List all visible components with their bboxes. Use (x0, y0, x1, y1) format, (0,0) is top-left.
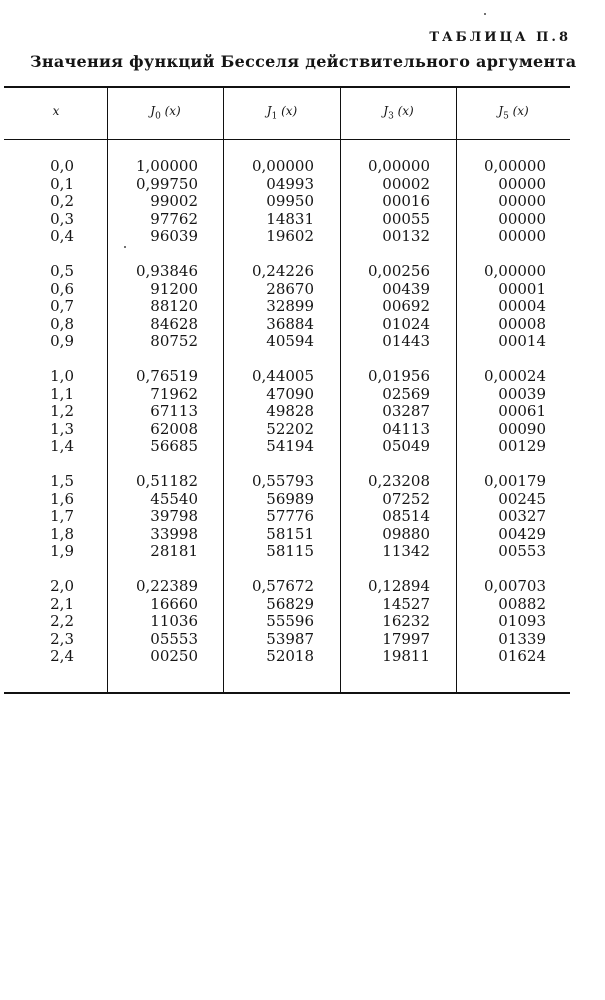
cell-j1: 32899 (266, 297, 314, 316)
table-row (0, 298, 605, 316)
cell-j5: 00039 (498, 384, 546, 403)
cell-j1: 0,44005 (251, 367, 314, 385)
cell-j3: 14527 (382, 594, 430, 613)
cell-j1: 04993 (266, 174, 314, 193)
cell-j1: 57776 (266, 507, 314, 526)
cell-j1: 0,24226 (251, 262, 314, 280)
cell-j3: 00692 (382, 297, 430, 316)
header-j5-argument: (x) (508, 104, 529, 118)
cell-x: 2,4 (50, 647, 74, 666)
table-block (0, 578, 605, 666)
table-block (0, 368, 605, 456)
cell-j0: 00250 (150, 647, 198, 666)
cell-j3: 00132 (382, 227, 430, 246)
cell-j0: 91200 (150, 279, 198, 298)
cell-j3: 11342 (382, 542, 430, 561)
cell-x: 1,0 (50, 367, 74, 385)
table-row (0, 228, 605, 246)
table-row (0, 386, 605, 404)
table-row (0, 491, 605, 509)
cell-x: 0,5 (50, 262, 74, 280)
cell-j3: 03287 (382, 402, 430, 421)
cell-j5: 0,00024 (483, 367, 546, 385)
cell-j1: 49828 (266, 402, 314, 421)
header-j1-symbol: J (266, 104, 272, 118)
print-speck (124, 246, 126, 248)
header-j1 (224, 104, 340, 121)
table-row (0, 158, 605, 176)
print-speck (484, 13, 486, 15)
cell-j5: 0,00000 (483, 262, 546, 280)
cell-j3: 00016 (382, 192, 430, 211)
cell-j3: 0,12894 (367, 577, 430, 595)
table-row (0, 368, 605, 386)
cell-x: 0,9 (50, 332, 74, 351)
header-j0-argument: (x) (160, 104, 181, 118)
cell-j5: 0,00179 (483, 472, 546, 490)
cell-j5: 00000 (498, 227, 546, 246)
cell-j1: 52018 (266, 647, 314, 666)
cell-j5: 00429 (498, 524, 546, 543)
cell-j3: 0,01956 (367, 367, 430, 385)
table-row (0, 316, 605, 334)
cell-j5: 00245 (498, 489, 546, 508)
cell-j1: 55596 (266, 612, 314, 631)
cell-x: 1,6 (50, 489, 74, 508)
cell-j1: 14831 (266, 209, 314, 228)
cell-j3: 0,00256 (367, 262, 430, 280)
cell-j3: 04113 (382, 419, 430, 438)
cell-j3: 05049 (382, 437, 430, 456)
cell-j3: 19811 (382, 647, 430, 666)
table-row (0, 193, 605, 211)
cell-j5: 00090 (498, 419, 546, 438)
table-row (0, 176, 605, 194)
cell-x: 0,2 (50, 192, 74, 211)
cell-x: 0,0 (50, 157, 74, 175)
table-header-rule (4, 139, 570, 140)
cell-x: 0,6 (50, 279, 74, 298)
header-j3-order: 3 (388, 111, 394, 122)
cell-x: 2,0 (50, 577, 74, 595)
cell-j5: 0,00703 (483, 577, 546, 595)
table-bottom-rule (4, 692, 570, 694)
header-j5-order: 5 (503, 111, 509, 122)
cell-j5: 00000 (498, 192, 546, 211)
cell-j5: 00000 (498, 209, 546, 228)
table-row (0, 648, 605, 666)
cell-j3: 00439 (382, 279, 430, 298)
cell-j3: 16232 (382, 612, 430, 631)
table-block (0, 158, 605, 246)
cell-j5: 00129 (498, 437, 546, 456)
cell-j0: 16660 (150, 594, 198, 613)
cell-j0: 28181 (150, 542, 198, 561)
cell-j1: 09950 (266, 192, 314, 211)
cell-j5: 00008 (498, 314, 546, 333)
cell-x: 1,7 (50, 507, 74, 526)
header-j0 (108, 104, 223, 121)
cell-j5: 00004 (498, 297, 546, 316)
cell-j5: 01093 (498, 612, 546, 631)
cell-x: 0,7 (50, 297, 74, 316)
table-row (0, 526, 605, 544)
table-row (0, 508, 605, 526)
cell-j0: 84628 (150, 314, 198, 333)
table-row (0, 421, 605, 439)
table-row (0, 403, 605, 421)
cell-j5: 01339 (498, 629, 546, 648)
cell-j0: 33998 (150, 524, 198, 543)
cell-j0: 71962 (150, 384, 198, 403)
cell-j0: 0,22389 (135, 577, 198, 595)
header-j1-order: 1 (271, 111, 278, 122)
table-row (0, 263, 605, 281)
cell-j3: 07252 (382, 489, 430, 508)
cell-j5: 00061 (498, 402, 546, 421)
cell-x: 1,3 (50, 419, 74, 438)
cell-j0: 0,93846 (135, 262, 198, 280)
header-j3-argument: (x) (393, 104, 414, 118)
cell-j5: 00000 (498, 174, 546, 193)
cell-j1: 56989 (266, 489, 314, 508)
cell-j0: 39798 (150, 507, 198, 526)
cell-j0: 1,00000 (135, 157, 198, 175)
table-row (0, 631, 605, 649)
cell-j5: 00327 (498, 507, 546, 526)
cell-j0: 88120 (150, 297, 198, 316)
cell-j3: 02569 (382, 384, 430, 403)
cell-j0: 0,99750 (135, 174, 198, 193)
cell-j1: 56829 (266, 594, 314, 613)
cell-j1: 19602 (266, 227, 314, 246)
cell-x: 2,2 (50, 612, 74, 631)
cell-x: 1,9 (50, 542, 74, 561)
cell-j0: 97762 (150, 209, 198, 228)
cell-j5: 0,00000 (483, 157, 546, 175)
cell-j1: 36884 (266, 314, 314, 333)
cell-j1: 58115 (266, 542, 314, 561)
table-row (0, 543, 605, 561)
cell-j3: 0,23208 (367, 472, 430, 490)
cell-j0: 05553 (150, 629, 198, 648)
table-row (0, 578, 605, 596)
cell-j3: 09880 (382, 524, 430, 543)
table-row (0, 596, 605, 614)
header-j5 (457, 104, 570, 121)
header-j0-symbol: J (150, 104, 156, 118)
cell-j5: 00553 (498, 542, 546, 561)
header-j0-order: 0 (155, 111, 161, 122)
table-label: ТАБЛИЦА П.8 (429, 30, 571, 45)
cell-x: 1,1 (50, 384, 74, 403)
header-x (38, 104, 74, 118)
header-j3 (341, 104, 456, 121)
cell-x: 2,1 (50, 594, 74, 613)
cell-j1: 40594 (266, 332, 314, 351)
cell-j0: 99002 (150, 192, 198, 211)
cell-j3: 01443 (382, 332, 430, 351)
cell-x: 0,1 (50, 174, 74, 193)
table-row (0, 211, 605, 229)
cell-x: 1,4 (50, 437, 74, 456)
table-block (0, 263, 605, 351)
header-j3-symbol: J (383, 104, 389, 118)
cell-j0: 11036 (150, 612, 198, 631)
cell-x: 1,2 (50, 402, 74, 421)
cell-j1: 58151 (266, 524, 314, 543)
cell-j5: 00882 (498, 594, 546, 613)
cell-j1: 0,00000 (251, 157, 314, 175)
table-row (0, 438, 605, 456)
cell-j1: 0,55793 (251, 472, 314, 490)
cell-j1: 53987 (266, 629, 314, 648)
cell-j0: 45540 (150, 489, 198, 508)
cell-j0: 62008 (150, 419, 198, 438)
cell-j0: 80752 (150, 332, 198, 351)
cell-j3: 08514 (382, 507, 430, 526)
table-row (0, 473, 605, 491)
cell-j1: 0,57672 (251, 577, 314, 595)
cell-j5: 00001 (498, 279, 546, 298)
cell-j1: 54194 (266, 437, 314, 456)
cell-j0: 96039 (150, 227, 198, 246)
cell-x: 2,3 (50, 629, 74, 648)
cell-j0: 0,51182 (135, 472, 198, 490)
cell-j3: 00055 (382, 209, 430, 228)
cell-j0: 0,76519 (135, 367, 198, 385)
header-j5-symbol: J (498, 104, 504, 118)
cell-j3: 0,00000 (367, 157, 430, 175)
cell-x: 0,8 (50, 314, 74, 333)
cell-j0: 56685 (150, 437, 198, 456)
cell-j3: 17997 (382, 629, 430, 648)
table-block (0, 473, 605, 561)
cell-j0: 67113 (150, 402, 198, 421)
table-row (0, 333, 605, 351)
header-j1-argument: (x) (277, 104, 298, 118)
cell-x: 1,5 (50, 472, 74, 490)
cell-x: 0,4 (50, 227, 74, 246)
table-row (0, 281, 605, 299)
cell-j5: 00014 (498, 332, 546, 351)
cell-j3: 00002 (382, 174, 430, 193)
cell-j1: 28670 (266, 279, 314, 298)
page-title: Значения функций Бесселя действительного аргумента (30, 52, 577, 71)
cell-j1: 52202 (266, 419, 314, 438)
table-row (0, 613, 605, 631)
cell-x: 1,8 (50, 524, 74, 543)
cell-j3: 01024 (382, 314, 430, 333)
cell-x: 0,3 (50, 209, 74, 228)
header-x-label: x (52, 104, 60, 118)
cell-j5: 01624 (498, 647, 546, 666)
cell-j1: 47090 (266, 384, 314, 403)
table-top-rule (4, 86, 570, 88)
